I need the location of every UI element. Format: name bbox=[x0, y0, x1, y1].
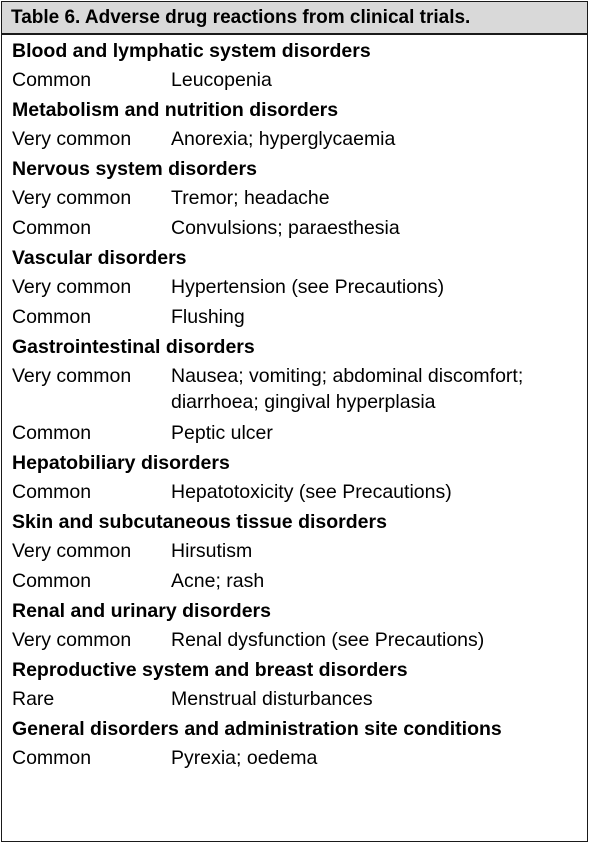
reactions-cell bbox=[171, 420, 587, 450]
table-row bbox=[12, 686, 587, 716]
reactions-cell bbox=[171, 67, 587, 97]
reaction-text: Menstrual disturbances bbox=[171, 688, 373, 710]
table-row bbox=[12, 745, 587, 775]
reaction-text: Pyrexia; oedema bbox=[171, 747, 318, 769]
reactions-cell bbox=[171, 568, 587, 598]
adverse-reactions-table bbox=[1, 1, 588, 842]
frequency-cell: Very common bbox=[12, 365, 132, 387]
reactions-cell bbox=[171, 686, 587, 716]
frequency-cell: Common bbox=[12, 481, 92, 503]
section-heading: Reproductive system and breast disorders bbox=[12, 659, 408, 681]
reaction-text: Acne; rash bbox=[171, 570, 265, 592]
frequency-cell: Common bbox=[12, 69, 92, 91]
frequency-cell: Very common bbox=[12, 540, 132, 562]
reaction-text: Tremor; headache bbox=[171, 187, 330, 209]
reaction-text: Hirsutism bbox=[171, 540, 253, 562]
reactions-cell bbox=[171, 745, 587, 775]
section-heading: Metabolism and nutrition disorders bbox=[12, 99, 339, 121]
table-row bbox=[12, 304, 587, 334]
table-row bbox=[12, 420, 587, 450]
reactions-cell bbox=[171, 304, 587, 334]
frequency-cell: Very common bbox=[12, 128, 132, 150]
section-heading: Hepatobiliary disorders bbox=[12, 452, 230, 474]
table-row bbox=[12, 126, 587, 156]
table-body bbox=[2, 35, 587, 775]
reactions-cell bbox=[171, 627, 587, 657]
table-title: Table 6. Adverse drug reactions from clinical trials. bbox=[2, 2, 587, 35]
reaction-text: Nausea; vomiting; abdominal discomfort; bbox=[171, 365, 524, 387]
table-row bbox=[12, 363, 587, 420]
table-row bbox=[12, 479, 587, 509]
table-row bbox=[12, 67, 587, 97]
table-row bbox=[12, 568, 587, 598]
reaction-text: Peptic ulcer bbox=[171, 422, 273, 444]
frequency-cell: Common bbox=[12, 306, 92, 328]
frequency-cell: Very common bbox=[12, 187, 132, 209]
reaction-text: Flushing bbox=[171, 306, 245, 328]
reactions-cell bbox=[171, 215, 587, 245]
section-heading: General disorders and administration site conditions bbox=[12, 718, 502, 740]
table-row bbox=[12, 185, 587, 215]
section-heading: Gastrointestinal disorders bbox=[12, 336, 255, 358]
table-row bbox=[12, 274, 587, 304]
section-heading: Vascular disorders bbox=[12, 247, 187, 269]
reaction-text: Anorexia; hyperglycaemia bbox=[171, 128, 396, 150]
reactions-cell bbox=[171, 363, 587, 420]
reaction-text: diarrhoea; gingival hyperplasia bbox=[171, 391, 436, 413]
reactions-cell bbox=[171, 538, 587, 568]
frequency-cell: Common bbox=[12, 747, 92, 769]
reaction-text: Leucopenia bbox=[171, 69, 272, 91]
table-row bbox=[12, 538, 587, 568]
table-row bbox=[12, 627, 587, 657]
frequency-cell: Common bbox=[12, 422, 92, 444]
frequency-cell: Rare bbox=[12, 688, 55, 710]
frequency-cell: Very common bbox=[12, 276, 132, 298]
reactions-cell bbox=[171, 274, 587, 304]
reaction-text: Convulsions; paraesthesia bbox=[171, 217, 400, 239]
reactions-cell bbox=[171, 185, 587, 215]
frequency-cell: Very common bbox=[12, 629, 132, 651]
reaction-text: Hepatotoxicity (see Precautions) bbox=[171, 481, 452, 503]
table-row bbox=[12, 215, 587, 245]
section-heading: Skin and subcutaneous tissue disorders bbox=[12, 511, 387, 533]
reaction-text: Renal dysfunction (see Precautions) bbox=[171, 629, 485, 651]
reactions-cell bbox=[171, 126, 587, 156]
section-heading: Renal and urinary disorders bbox=[12, 600, 271, 622]
section-heading: Nervous system disorders bbox=[12, 158, 257, 180]
reactions-cell bbox=[171, 479, 587, 509]
reaction-text: Hypertension (see Precautions) bbox=[171, 276, 445, 298]
frequency-cell: Common bbox=[12, 570, 92, 592]
frequency-cell: Common bbox=[12, 217, 92, 239]
section-heading: Blood and lymphatic system disorders bbox=[12, 40, 371, 62]
